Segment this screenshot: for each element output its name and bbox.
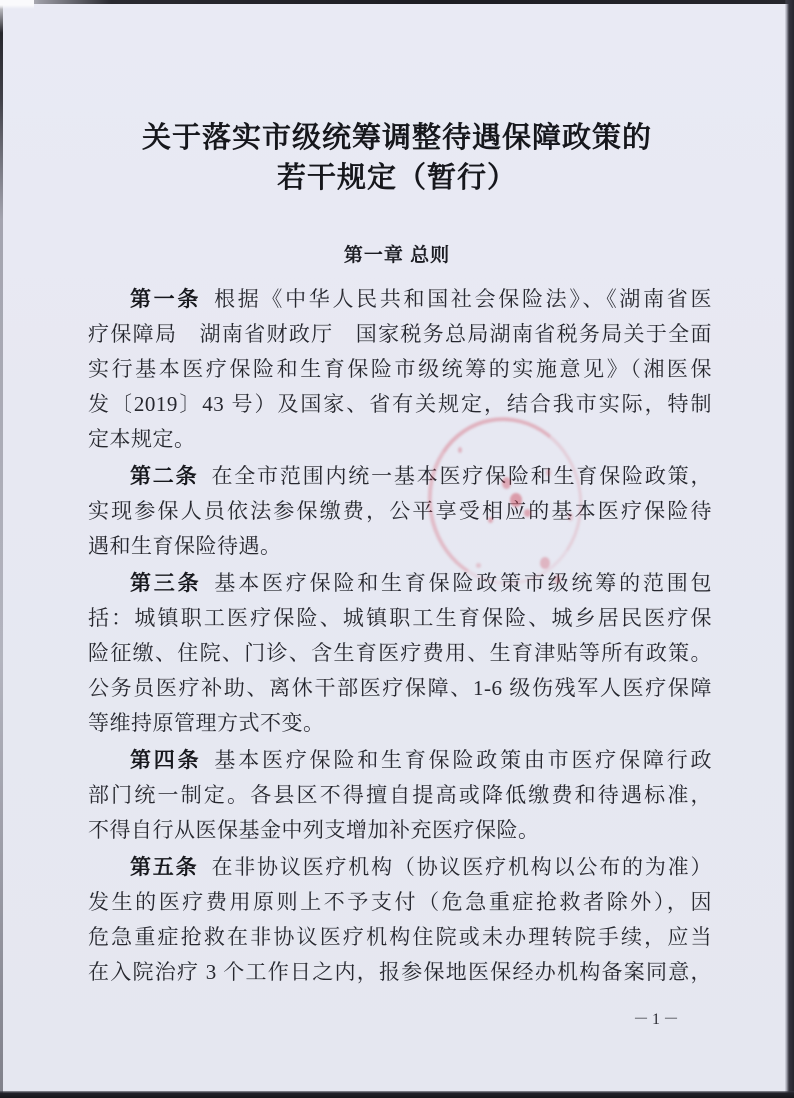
text-line: 险征缴、住院、门诊、含生育医疗费用、生育津贴等所有政策。 (88, 641, 712, 665)
text-line (88, 743, 712, 778)
text-line: 公务员医疗补助、离休干部医疗保障、1-6 级伤残军人医疗保障 (88, 676, 712, 700)
article-label: 第三条 (130, 572, 202, 595)
article-label: 第二条 (130, 465, 199, 488)
text-line: 疗保障局 湖南省财政厅 国家税务总局湖南省税务局关于全面 (88, 322, 712, 346)
scan-edge-right (785, 0, 794, 1098)
text-line: 实现参保人员依法参保缴费，公平享受相应的基本医疗保险待 (88, 499, 712, 523)
text-line: 等维持原管理方式不变。 (88, 711, 325, 735)
document-body (0, 282, 794, 990)
text-line (88, 850, 712, 885)
article-paragraph-4 (88, 743, 712, 848)
document-title-line-1: 关于落实市级统筹调整待遇保障政策的 (141, 122, 652, 154)
scan-corner-top-left (0, 0, 34, 9)
text-line: 发生的医疗费用原则上不予支付（危急重症抢救者除外），因 (88, 890, 712, 914)
article-paragraph-3 (88, 566, 712, 741)
article-label: 第一条 (130, 288, 202, 311)
document-title-line-2: 若干规定（暂行） (276, 162, 517, 194)
article-label: 第四条 (130, 749, 202, 772)
scan-edge-top (0, 0, 794, 4)
text-line (88, 459, 712, 494)
text-line: 发〔2019〕43 号）及国家、省有关规定，结合我市实际，特制 (88, 392, 712, 416)
text-line: 在入院治疗 3 个工作日之内，报参保地医保经办机构备案同意， (88, 960, 712, 984)
article-paragraph-5 (88, 850, 712, 990)
text-run: 基本医疗保险和生育保险政策市级统筹的范围包 (214, 571, 713, 595)
text-line: 不得自行从医保基金中列支增加补充医疗保险。 (88, 818, 540, 842)
text-line (88, 282, 712, 317)
text-run: 根据《中华人民共和国社会保险法》、《湖南省医 (214, 287, 712, 311)
text-line (88, 566, 712, 601)
text-line: 定本规定。 (88, 427, 196, 451)
scan-edge-bottom (0, 1091, 794, 1098)
text-run: 在全市范围内统一基本医疗保险和生育保险政策， (211, 464, 712, 488)
chapter-heading: 第一章 总则 (343, 245, 451, 266)
text-line: 括：城镇职工医疗保险、城镇职工生育保险、城乡居民医疗保 (88, 606, 712, 630)
scan-edge-left (0, 0, 3, 1098)
document-title (0, 118, 794, 198)
text-run: 在非协议医疗机构（协议医疗机构以公布的为准） (211, 855, 712, 879)
text-line: 遇和生育保险待遇。 (88, 534, 282, 558)
text-line: 部门统一制定。各县区不得擅自提高或降低缴费和待遇标准， (88, 783, 712, 807)
text-line: 实行基本医疗保险和生育保险市级统筹的实施意见》（湘医保 (88, 357, 712, 381)
article-label: 第五条 (130, 856, 199, 879)
article-paragraph-1 (88, 282, 712, 457)
page-number: －1－ (632, 1011, 682, 1028)
text-line: 危急重症抢救在非协议医疗机构住院或未办理转院手续，应当 (88, 925, 712, 949)
article-paragraph-2 (88, 459, 712, 564)
text-run: 基本医疗保险和生育保险政策由市医疗保障行政 (214, 748, 713, 772)
